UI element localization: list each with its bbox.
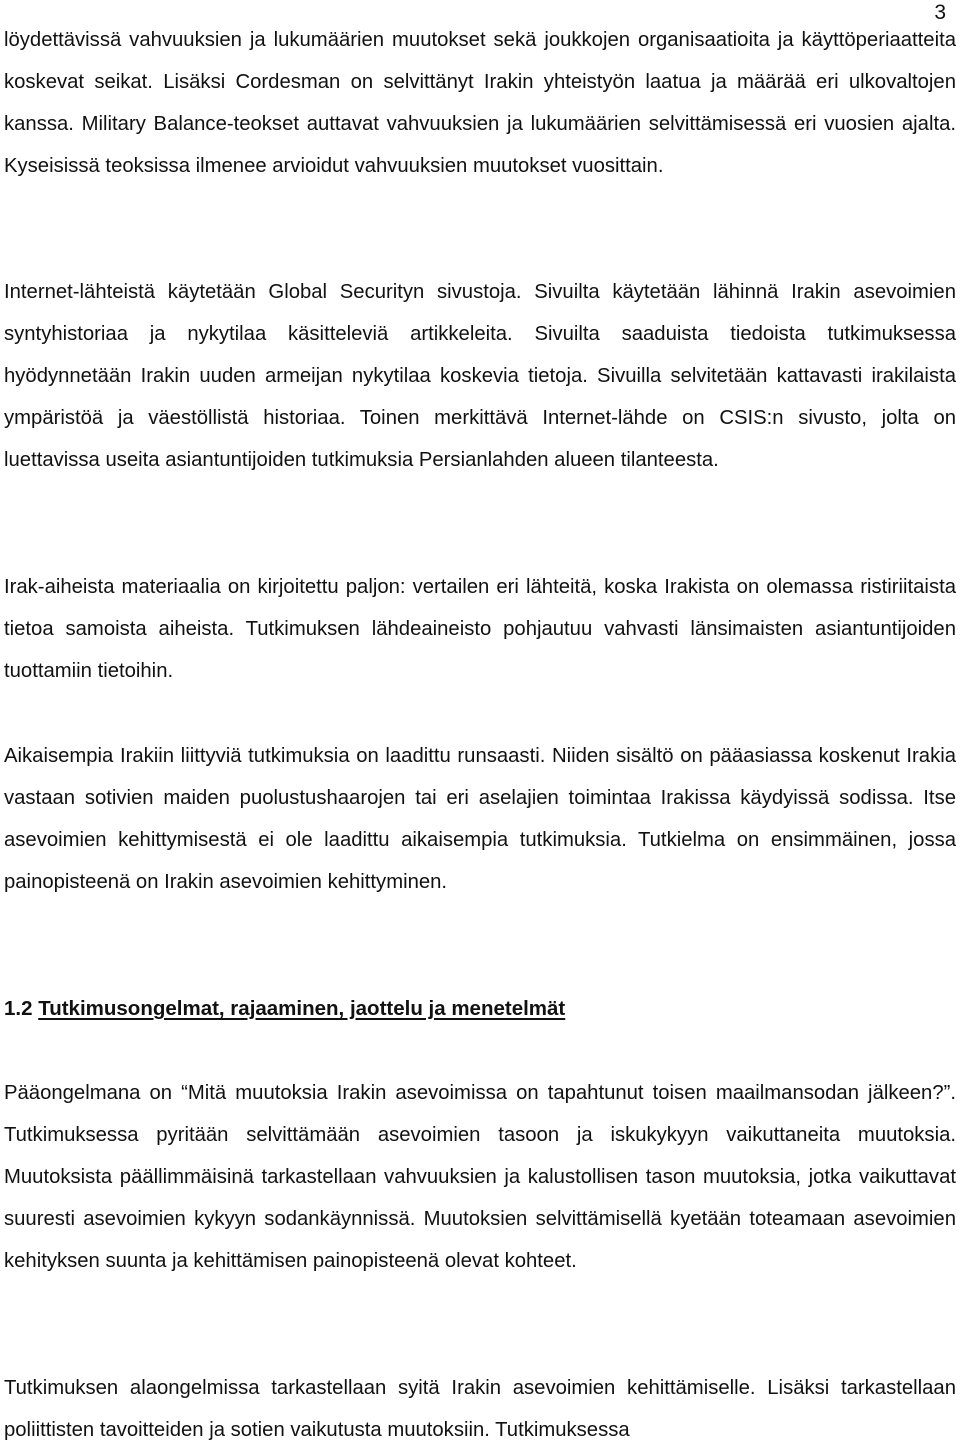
page-number: 3 (934, 1, 946, 24)
section-number: 1.2 (4, 997, 33, 1020)
paragraph-main-problem: Pääongelmana on “Mitä muutoksia Irakin asevoimissa on tapahtunut toisen maailmansodan jälkeen?”. Tutkimuksessa pyritään selvittämään asevoimien tasoon ja iskukykyyn vaikuttaneita muutoksia. Muutoksista päällimmäisinä tarkastellaan vahvuuksien ja kalustollisen tason muutoksia, jotka vaikuttavat suuresti asevoimien kykyyn sodankäynnissä. Muutoksien selvittämisellä kyetään toteamaan asevoimien kehityksen suunta ja kehittämisen painopisteenä olevat kohteet. (4, 1082, 956, 1272)
paragraph-internet-sources: Internet-lähteistä käytetään Global Securityn sivustoja. Sivuilta käytetään lähinnä Irakin asevoimien syntyhistoriaa ja nykytilaa käsitteleviä artikkeleita. Sivuilta saaduista tiedoista tutkimuksessa hyödynnetään Irakin uuden armeijan nykytilaa koskevia tietoja. Sivuilla selvitetään kattavasti irakilaista ympäristöä ja väestöllistä historiaa. Toinen merkittävä Internet-lähde on CSIS:n sivusto, jolta on luettavissa useita asiantuntijoiden tutkimuksia Persianlahden alueen tilanteesta. (4, 281, 956, 471)
paragraph-previous-research: Aikaisempia Irakiin liittyviä tutkimuksia on laadittu runsaasti. Niiden sisältö on pääasiassa koskenut Irakia vastaan sotivien maiden puolustushaarojen tai eri aselajien toimintaa Irakissa käydyissä sodissa. Itse asevoimien kehittymisestä ei ole laadittu aikaisempia tutkimuksia. Tutkielma on ensimmäinen, jossa painopisteenä on Irakin asevoimien kehittyminen. (4, 745, 956, 893)
section-title: Tutkimusongelmat, rajaaminen, jaottelu ja menetelmät (38, 997, 566, 1020)
section-heading (4, 988, 565, 1030)
paragraph-irak-materials: Irak-aiheista materiaalia on kirjoitettu paljon: vertailen eri lähteitä, koska Irakista on olemassa ristiriitaista tietoa samoista aiheista. Tutkimuksen lähdeaineisto pohjautuu vahvasti länsimaisten asiantuntijoiden tuottamiin tietoihin. (4, 576, 956, 682)
paragraph-sources-books: löydettävissä vahvuuksien ja lukumäärien muutokset sekä joukkojen organisaatioita ja käyttöperiaatteita koskevat seikat. Lisäksi Cordesman on selvittänyt Irakin yhteistyön laatua ja määrää eri ulkovaltojen kanssa. Military Balance-teokset auttavat vahvuuksien ja lukumäärien selvittämisessä eri vuosien ajalta. Kyseisissä teoksissa ilmenee arvioidut vahvuuksien muutokset vuosittain. (4, 29, 956, 177)
paragraph-sub-problems: Tutkimuksen alaongelmissa tarkastellaan syitä Irakin asevoimien kehittämiselle. Lisäksi tarkastellaan poliittisten tavoitteiden ja sotien vaikutusta muutoksiin. Tutkimuksessa (4, 1377, 956, 1441)
